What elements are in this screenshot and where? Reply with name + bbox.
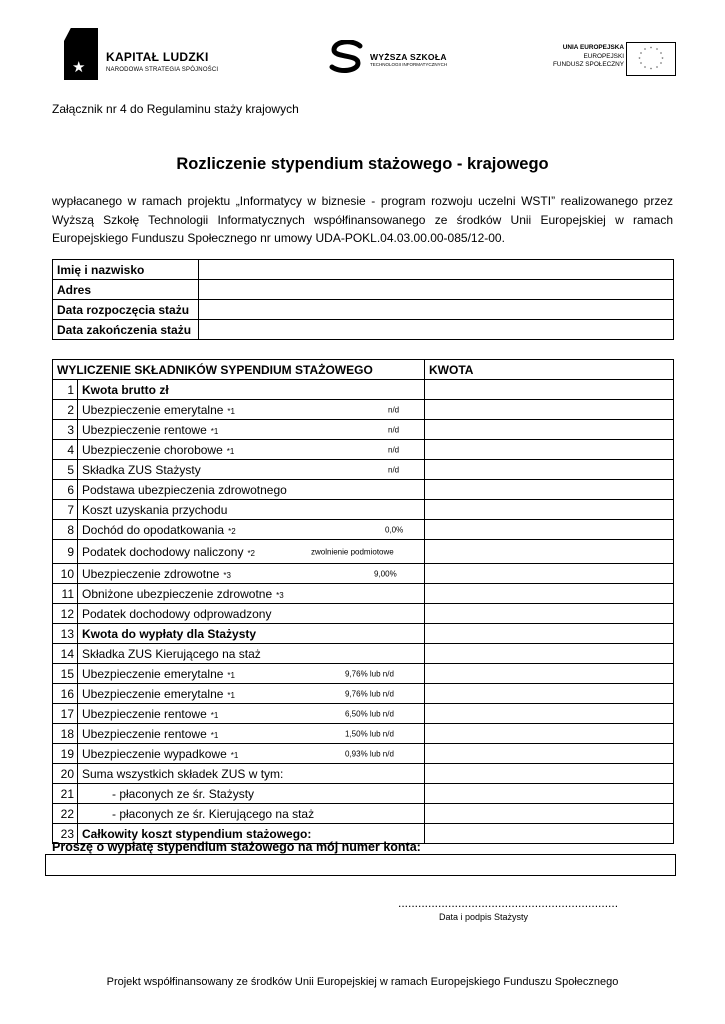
row-number: 3 [53, 420, 78, 440]
row-label: Podstawa ubezpieczenia zdrowotnego [82, 482, 287, 497]
amount-field[interactable] [425, 784, 674, 804]
row-rate-note: 0,93% lub n/d [345, 749, 394, 758]
table-row [53, 380, 674, 400]
row-rate-note: n/d [388, 405, 400, 414]
row-label: Ubezpieczenie emerytalne [82, 686, 224, 701]
eu-logo [540, 42, 680, 82]
row-rate-note: 6,50% lub n/d [345, 709, 394, 718]
row-label: Dochód do opodatkowania [82, 522, 225, 537]
row-label: Ubezpieczenie rentowe [82, 726, 207, 741]
svg-text:*: * [660, 51, 662, 57]
row-label-cell [78, 744, 425, 764]
footnote-marker: *2 [247, 548, 255, 558]
amount-field[interactable] [425, 804, 674, 824]
row-label-cell [78, 624, 425, 644]
eu-flag-icon [626, 42, 676, 76]
footer-note: Projekt współfinansowany ze środków Unii Europejskiej w ramach Europejskiego Funduszu Społecznego [106, 976, 619, 988]
table-row [53, 804, 674, 824]
row-label: - płaconych ze śr. Stażysty [112, 786, 255, 801]
footnote-marker: *1 [210, 730, 219, 740]
ws-title: WYŻSZA SZKOŁA [370, 52, 447, 62]
svg-text:*: * [644, 65, 646, 71]
footnote-marker: *3 [223, 570, 231, 580]
row-label: Ubezpieczenie wypadkowe [82, 746, 227, 761]
amount-field[interactable] [425, 744, 674, 764]
amount-field[interactable] [425, 460, 674, 480]
row-rate-note: n/d [388, 465, 400, 474]
row-label-cell [78, 380, 425, 400]
table-row [53, 280, 674, 300]
row-number: 17 [53, 704, 78, 724]
row-label: Składka ZUS Kierującego na staż [82, 646, 261, 661]
row-rate-note: 0,0% [385, 525, 404, 534]
annex-note: Załącznik nr 4 do Regulaminu staży krajowych [52, 102, 299, 116]
row-number: 21 [53, 784, 78, 804]
calculation-table [52, 359, 674, 844]
table-row [53, 440, 674, 460]
table-row [53, 480, 674, 500]
row-number: 11 [53, 584, 78, 604]
row-label-cell [78, 480, 425, 500]
table-row [53, 724, 674, 744]
row-rate-note: 9,76% lub n/d [345, 689, 394, 698]
address-field[interactable] [199, 280, 674, 300]
footnote-marker: *1 [210, 426, 219, 436]
amount-field[interactable] [425, 480, 674, 500]
svg-text:*: * [656, 47, 658, 53]
amount-field[interactable] [425, 624, 674, 644]
eu-text [553, 44, 624, 70]
row-label: - płaconych ze śr. Kierującego na staż [112, 806, 315, 821]
row-rate-note: 9,00% [374, 569, 397, 578]
row-number: 12 [53, 604, 78, 624]
table-row [53, 520, 674, 540]
svg-text:*: * [644, 47, 646, 53]
wsti-logo [328, 40, 468, 80]
calc-header-row [53, 360, 674, 380]
row-number: 13 [53, 624, 78, 644]
amount-field[interactable] [425, 380, 674, 400]
table-row [53, 564, 674, 584]
row-label-cell [78, 684, 425, 704]
row-label: Ubezpieczenie chorobowe [82, 442, 223, 457]
row-number: 9 [53, 540, 78, 564]
signature-label: Data i podpis Stażysty [439, 912, 529, 922]
ws-subtitle: TECHNOLOGII INFORMATYCZNYCH [370, 62, 448, 67]
footnote-marker: *1 [226, 446, 235, 456]
svg-text:*: * [640, 61, 642, 67]
table-row [53, 584, 674, 604]
row-number: 14 [53, 644, 78, 664]
amount-field[interactable] [425, 500, 674, 520]
row-rate-note: 1,50% lub n/d [345, 729, 394, 738]
signature-line: .................................................................. [398, 896, 619, 910]
row-number: 19 [53, 744, 78, 764]
row-label: Ubezpieczenie rentowe [82, 706, 207, 721]
name-field[interactable] [199, 260, 674, 280]
table-row [53, 704, 674, 724]
eu-line2: EUROPEJSKI [583, 52, 624, 60]
table-row [53, 684, 674, 704]
name-label: Imię i nazwisko [53, 260, 199, 280]
row-label: Składka ZUS Stażysty [82, 462, 201, 477]
row-label-cell [78, 704, 425, 724]
row-rate-note: 9,76% lub n/d [345, 669, 394, 678]
row-number: 20 [53, 764, 78, 784]
row-label-cell [78, 540, 425, 564]
amount-field[interactable] [425, 400, 674, 420]
account-number-field[interactable] [45, 854, 676, 876]
row-number: 23 [53, 824, 78, 844]
row-rate-note: n/d [388, 445, 400, 454]
row-label-cell [78, 724, 425, 744]
amount-field[interactable] [425, 584, 674, 604]
row-label-cell [78, 400, 425, 420]
row-label: Podatek dochodowy naliczony [82, 544, 244, 559]
kapital-ludzki-logo [64, 28, 244, 86]
row-number: 8 [53, 520, 78, 540]
row-number: 7 [53, 500, 78, 520]
row-number: 4 [53, 440, 78, 460]
row-label: Suma wszystkich składek ZUS w tym: [82, 766, 284, 781]
wsti-swirl-icon [328, 40, 366, 74]
row-number: 5 [53, 460, 78, 480]
row-label-cell [78, 784, 425, 804]
calc-header-label: WYLICZENIE SKŁADNIKÓW SYPENDIUM STAŻOWEGO [53, 360, 425, 380]
amount-field[interactable] [425, 604, 674, 624]
amount-field[interactable] [425, 724, 674, 744]
table-row [53, 300, 674, 320]
footnote-marker: *1 [227, 670, 235, 680]
amount-field[interactable] [425, 540, 674, 564]
account-request: Proszę o wypłatę stypendium stażowego na mój numer konta: [52, 840, 421, 854]
row-number: 18 [53, 724, 78, 744]
kl-subtitle: NARODOWA STRATEGIA SPÓJNOŚCI [106, 67, 219, 73]
svg-text:*: * [656, 65, 658, 71]
calc-header-amount: KWOTA [425, 360, 674, 380]
star-icon: ★ [72, 59, 86, 76]
table-row [53, 784, 674, 804]
footnote-marker: *1 [230, 750, 239, 760]
row-label: Ubezpieczenie rentowe [82, 422, 207, 437]
row-rate-note: zwolnienie podmiotowe [311, 547, 394, 556]
row-number: 6 [53, 480, 78, 500]
row-label: Ubezpieczenie emerytalne [82, 666, 224, 681]
address-label: Adres [53, 280, 199, 300]
kl-title: KAPITAŁ LUDZKI [106, 50, 209, 64]
eu-line3: FUNDUSZ SPOŁECZNY [552, 61, 624, 69]
table-row [53, 604, 674, 624]
table-row [53, 500, 674, 520]
row-label-cell [78, 564, 425, 584]
footnote-marker: *2 [228, 526, 236, 536]
personal-data-table [52, 259, 674, 340]
row-label-cell [78, 664, 425, 684]
end-date-label: Data zakończenia stażu [53, 320, 199, 340]
svg-text:*: * [640, 51, 642, 57]
row-label: Ubezpieczenie emerytalne [82, 402, 224, 417]
row-number: 22 [53, 804, 78, 824]
amount-field[interactable] [425, 440, 674, 460]
row-label-cell [78, 420, 425, 440]
amount-field[interactable] [425, 420, 674, 440]
svg-text:*: * [660, 61, 662, 67]
footnote-marker: *1 [210, 710, 219, 720]
table-row [53, 460, 674, 480]
footnote-marker: *1 [227, 690, 235, 700]
amount-field[interactable] [425, 764, 674, 784]
table-row [53, 664, 674, 684]
amount-field[interactable] [425, 824, 674, 844]
row-label: Podatek dochodowy odprowadzony [82, 606, 272, 621]
amount-field[interactable] [425, 564, 674, 584]
intro-paragraph: wypłacanego w ramach projektu „Informatycy w biznesie - program rozwoju uczelni WSTI” realizowanego przez Wyższą Szkołę Technologii Informatycznych współfinansowanego ze środków Unii Europejskiej w ramach Europejskiego Funduszu Społecznego nr umowy UDA-POKL.04.03.00.00-085/12-00. [52, 194, 673, 245]
start-date-field[interactable] [199, 300, 674, 320]
footnote-marker: *1 [227, 406, 235, 416]
svg-text:*: * [638, 56, 641, 62]
row-label: Obniżone ubezpieczenie zdrowotne [82, 586, 273, 601]
eu-line1: UNIA EUROPEJSKA [562, 44, 624, 51]
row-label-cell [78, 644, 425, 664]
row-label-cell [78, 804, 425, 824]
table-row [53, 420, 674, 440]
table-row [53, 540, 674, 564]
svg-text:*: * [661, 56, 664, 62]
svg-text:*: * [650, 67, 652, 72]
amount-field[interactable] [425, 684, 674, 704]
table-row [53, 400, 674, 420]
row-label: Koszt uzyskania przychodu [82, 502, 228, 517]
table-row [53, 624, 674, 644]
table-row [53, 644, 674, 664]
table-row [53, 744, 674, 764]
row-label: Kwota do wypłaty dla Stażysty [82, 626, 257, 641]
row-number: 15 [53, 664, 78, 684]
row-label-cell [78, 500, 425, 520]
amount-field[interactable] [425, 704, 674, 724]
row-label-cell [78, 440, 425, 460]
amount-field[interactable] [425, 644, 674, 664]
row-label: Całkowity koszt stypendium stażowego: [82, 826, 312, 841]
svg-text:*: * [650, 46, 652, 51]
row-label-cell [78, 584, 425, 604]
footnote-marker: *3 [276, 590, 284, 600]
row-label-cell [78, 520, 425, 540]
amount-field[interactable] [425, 664, 674, 684]
row-number: 16 [53, 684, 78, 704]
end-date-field[interactable] [199, 320, 674, 340]
row-number: 10 [53, 564, 78, 584]
row-number: 1 [53, 380, 78, 400]
page-title: Rozliczenie stypendium stażowego - krajowego [176, 155, 549, 173]
row-rate-note: n/d [388, 425, 400, 434]
row-number: 2 [53, 400, 78, 420]
table-row [53, 320, 674, 340]
row-label: Kwota brutto zł [82, 382, 169, 397]
row-label: Ubezpieczenie zdrowotne [82, 566, 220, 581]
row-label-cell [78, 764, 425, 784]
amount-field[interactable] [425, 520, 674, 540]
start-date-label: Data rozpoczęcia stażu [53, 300, 199, 320]
table-row [53, 764, 674, 784]
row-label-cell [78, 604, 425, 624]
row-label-cell [78, 460, 425, 480]
table-row [53, 260, 674, 280]
